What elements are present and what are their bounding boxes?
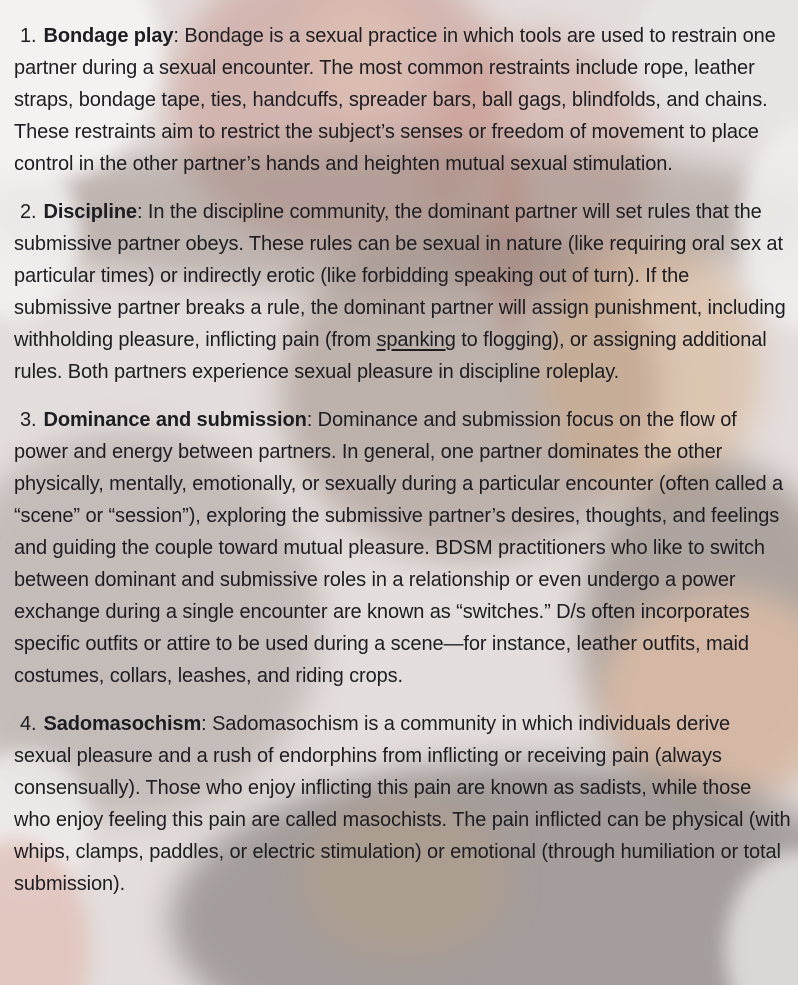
list-item bbox=[14, 708, 792, 900]
term-label: Bondage play bbox=[43, 25, 174, 47]
item-number: 3. bbox=[20, 409, 37, 431]
list-item bbox=[14, 20, 792, 180]
description-text: Sadomasochism is a community in which individuals derive sexual pleasure and a rush of endorphins from inflicting or receiving pain (always consensually). Those who enjoy inflicting this pain are known as sadists, while those who enjoy feeling this pain are called masochists. The pain inflicted can be physical (with whips, clamps, paddles, or electric stimulation) or emotional (through humiliation or total submission). bbox=[14, 713, 791, 895]
item-number: 4. bbox=[20, 713, 37, 735]
term-separator: : bbox=[201, 713, 213, 735]
term-label: Discipline bbox=[43, 201, 137, 223]
description-text: to flogging), or assigning additional rules. Both partners experience sexual pleasure in discipline roleplay. bbox=[14, 329, 767, 383]
term-label: Sadomasochism bbox=[43, 713, 202, 735]
description-text: Bondage is a sexual practice in which tools are used to restrain one partner during a sexual encounter. The most common restraints include rope, leather straps, bondage tape, ties, handcuffs, spreader bars, ball gags, blindfolds, and chains. These restraints aim to restrict the subject’s senses or freedom of movement to place control in the other partner’s hands and heighten mutual sexual stimulation. bbox=[14, 25, 776, 175]
definitions-list bbox=[14, 20, 792, 900]
description-text: In the discipline community, the dominant partner will set rules that the submissive partner obeys. These rules can be sexual in nature (like requiring oral sex at particular times) or indirectly erotic (like forbidding speaking out of turn). If the submissive partner breaks a rule, the dominant partner will assign punishment, including withholding pleasure, inflicting pain (from bbox=[14, 201, 786, 351]
description-text: Dominance and submission focus on the flow of power and energy between partners. In general, one partner dominates the other physically, mentally, emotionally, or sexually during a particular encounter (often called a “scene” or “session”), exploring the submissive partner’s desires, thoughts, and feelings and guiding the couple toward mutual pleasure. BDSM practitioners who like to switch between dominant and submissive roles in a relationship or even undergo a power exchange during a single encounter are known as “switches.” D/s often incorporates specific outfits or attire to be used during a scene—for instance, leather outfits, maid costumes, collars, leashes, and riding crops. bbox=[14, 409, 783, 687]
item-number: 1. bbox=[20, 25, 37, 47]
term-separator: : bbox=[306, 409, 318, 431]
list-item bbox=[14, 196, 792, 388]
term-separator: : bbox=[136, 201, 148, 223]
item-number: 2. bbox=[20, 201, 37, 223]
term-label: Dominance and submission bbox=[43, 409, 307, 431]
term-separator: : bbox=[173, 25, 185, 47]
list-item bbox=[14, 404, 792, 692]
spanking-link[interactable]: spanking bbox=[376, 329, 456, 351]
